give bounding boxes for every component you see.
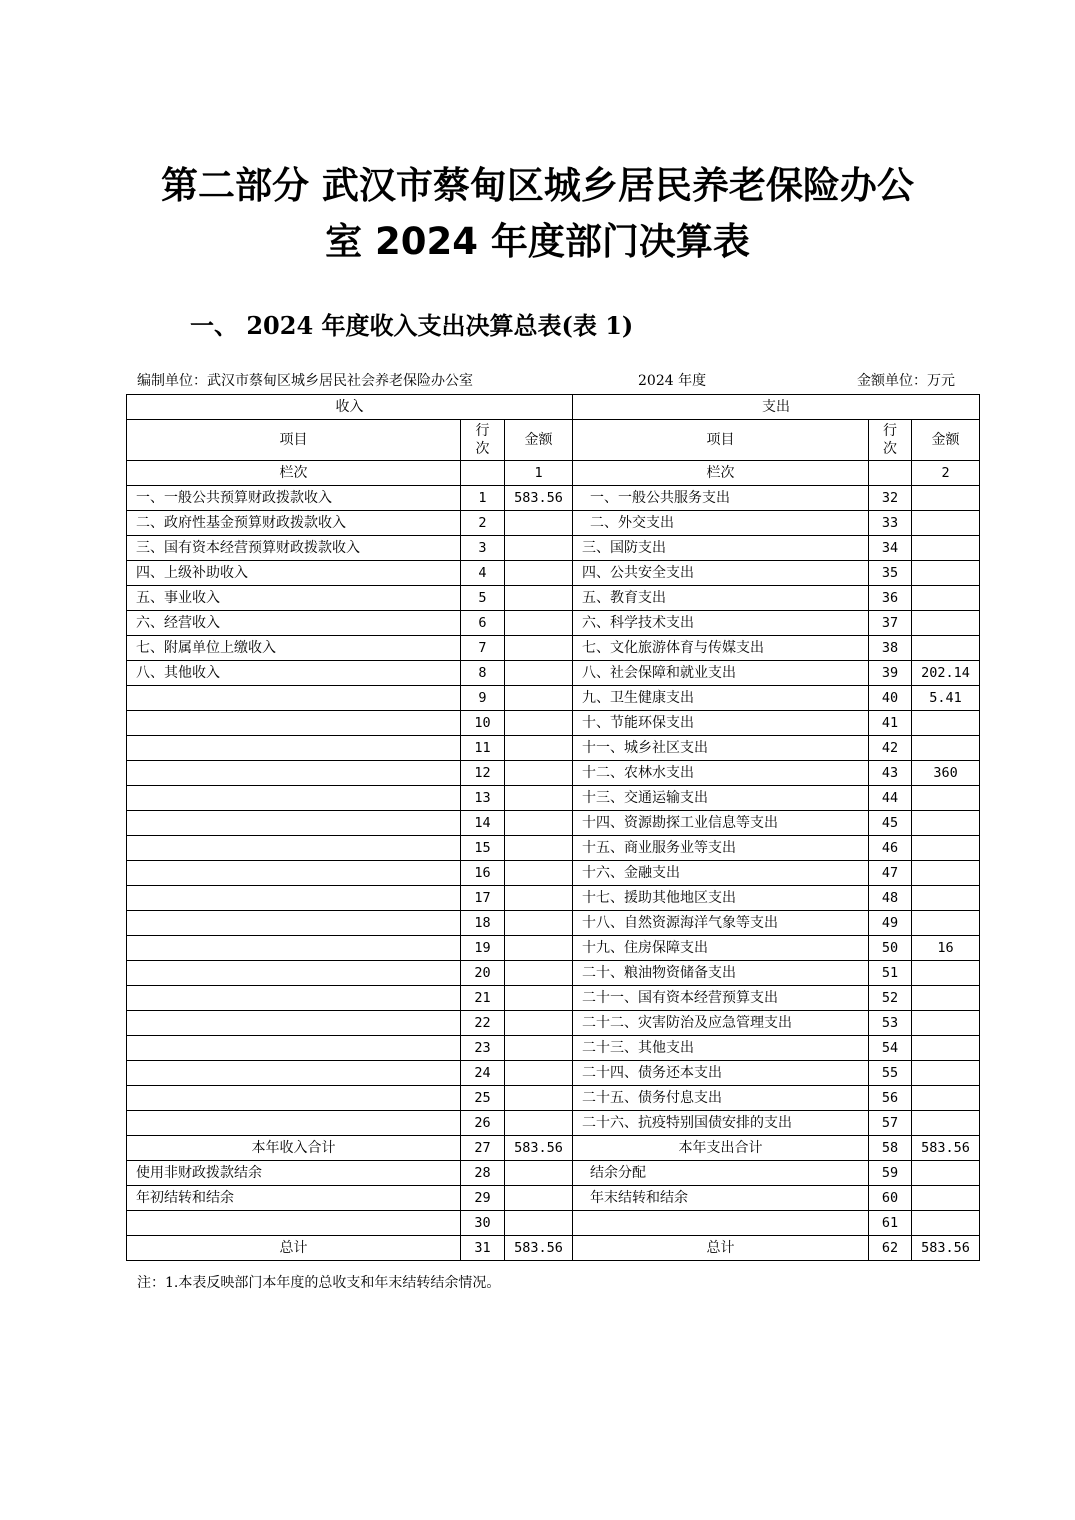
expense-row-no: 34 bbox=[869, 536, 912, 561]
income-row-no: 24 bbox=[461, 1061, 505, 1086]
expense-item: 十四、资源勘探工业信息等支出 bbox=[573, 811, 869, 836]
expense-row-no: 49 bbox=[869, 911, 912, 936]
expense-item: 二十六、抗疫特别国债安排的支出 bbox=[573, 1111, 869, 1136]
income-item bbox=[127, 1061, 461, 1086]
income-row-no: 3 bbox=[461, 536, 505, 561]
income-row-no: 28 bbox=[461, 1161, 505, 1186]
table-row bbox=[127, 711, 980, 736]
expense-row-no: 42 bbox=[869, 736, 912, 761]
income-amount bbox=[505, 686, 573, 711]
table-row bbox=[127, 786, 980, 811]
table-row bbox=[127, 1161, 980, 1186]
page-title bbox=[0, 158, 1075, 270]
income-row-no: 31 bbox=[461, 1236, 505, 1261]
expense-row-no: 43 bbox=[869, 761, 912, 786]
income-item bbox=[127, 886, 461, 911]
income-col-no: 1 bbox=[505, 461, 573, 486]
page-title-line-2: 室 2024 年度部门决算表 bbox=[325, 220, 750, 263]
expense-amount bbox=[912, 811, 980, 836]
income-row-no: 6 bbox=[461, 611, 505, 636]
expense-seq-label: 栏次 bbox=[573, 461, 869, 486]
table-row bbox=[127, 1086, 980, 1111]
income-row-no: 27 bbox=[461, 1136, 505, 1161]
income-amount bbox=[505, 961, 573, 986]
income-row-no: 4 bbox=[461, 561, 505, 586]
expense-amount bbox=[912, 886, 980, 911]
income-row-no: 23 bbox=[461, 1036, 505, 1061]
income-amount bbox=[505, 1086, 573, 1111]
income-item bbox=[127, 686, 461, 711]
income-item bbox=[127, 1211, 461, 1236]
expense-row-no: 51 bbox=[869, 961, 912, 986]
expense-amount: 583.56 bbox=[912, 1236, 980, 1261]
expense-row-no: 41 bbox=[869, 711, 912, 736]
income-item: 一、一般公共预算财政拨款收入 bbox=[127, 486, 461, 511]
table-row bbox=[127, 911, 980, 936]
table-row bbox=[127, 861, 980, 886]
table-row bbox=[127, 536, 980, 561]
expense-amount bbox=[912, 1161, 980, 1186]
table-row bbox=[127, 836, 980, 861]
table-row bbox=[127, 586, 980, 611]
expense-item: 五、教育支出 bbox=[573, 586, 869, 611]
table-seq-row bbox=[127, 461, 980, 486]
income-amount-header: 金额 bbox=[505, 420, 573, 461]
expense-row-no: 36 bbox=[869, 586, 912, 611]
table-column-header-row bbox=[127, 420, 980, 461]
expense-item: 十八、自然资源海洋气象等支出 bbox=[573, 911, 869, 936]
expense-amount bbox=[912, 736, 980, 761]
income-row-no: 17 bbox=[461, 886, 505, 911]
expense-item: 八、社会保障和就业支出 bbox=[573, 661, 869, 686]
income-item: 年初结转和结余 bbox=[127, 1186, 461, 1211]
expense-item: 九、卫生健康支出 bbox=[573, 686, 869, 711]
income-item: 七、附属单位上缴收入 bbox=[127, 636, 461, 661]
income-row-no: 2 bbox=[461, 511, 505, 536]
expense-amount bbox=[912, 611, 980, 636]
expense-amount bbox=[912, 986, 980, 1011]
income-item bbox=[127, 786, 461, 811]
income-row-no: 12 bbox=[461, 761, 505, 786]
table-row bbox=[127, 1011, 980, 1036]
income-row-no: 9 bbox=[461, 686, 505, 711]
income-item bbox=[127, 861, 461, 886]
expense-row-no: 60 bbox=[869, 1186, 912, 1211]
expense-amount bbox=[912, 836, 980, 861]
income-seq-blank bbox=[461, 461, 505, 486]
income-item: 三、国有资本经营预算财政拨款收入 bbox=[127, 536, 461, 561]
expense-row-no: 48 bbox=[869, 886, 912, 911]
expense-item: 十、节能环保支出 bbox=[573, 711, 869, 736]
expense-col-no: 2 bbox=[912, 461, 980, 486]
fiscal-year: 2024 年度 bbox=[638, 373, 707, 389]
income-row-no: 16 bbox=[461, 861, 505, 886]
expense-amount bbox=[912, 511, 980, 536]
income-item: 总计 bbox=[127, 1236, 461, 1261]
expense-amount bbox=[912, 536, 980, 561]
expense-amount bbox=[912, 561, 980, 586]
expense-item: 年末结转和结余 bbox=[573, 1186, 869, 1211]
income-item bbox=[127, 1111, 461, 1136]
income-item: 六、经营收入 bbox=[127, 611, 461, 636]
table-row bbox=[127, 886, 980, 911]
expense-item: 一、一般公共服务支出 bbox=[573, 486, 869, 511]
income-item bbox=[127, 1036, 461, 1061]
expense-item: 四、公共安全支出 bbox=[573, 561, 869, 586]
expense-amount bbox=[912, 1061, 980, 1086]
income-amount bbox=[505, 1011, 573, 1036]
income-seq-label: 栏次 bbox=[127, 461, 461, 486]
table-row bbox=[127, 1061, 980, 1086]
income-amount: 583.56 bbox=[505, 1136, 573, 1161]
table-row bbox=[127, 486, 980, 511]
income-expense-table bbox=[126, 394, 980, 1261]
expense-amount bbox=[912, 1211, 980, 1236]
income-row-no: 19 bbox=[461, 936, 505, 961]
expense-item: 二十五、债务付息支出 bbox=[573, 1086, 869, 1111]
expense-row-no: 56 bbox=[869, 1086, 912, 1111]
table-row bbox=[127, 686, 980, 711]
table-row bbox=[127, 1211, 980, 1236]
expense-item: 三、国防支出 bbox=[573, 536, 869, 561]
income-row-no: 10 bbox=[461, 711, 505, 736]
income-item bbox=[127, 961, 461, 986]
income-item-header: 项目 bbox=[127, 420, 461, 461]
expense-amount bbox=[912, 1011, 980, 1036]
income-item bbox=[127, 1011, 461, 1036]
expense-row-no: 53 bbox=[869, 1011, 912, 1036]
expense-row-no: 47 bbox=[869, 861, 912, 886]
expense-row-no: 50 bbox=[869, 936, 912, 961]
page-title-line-1: 第二部分 武汉市蔡甸区城乡居民养老保险办公 bbox=[161, 164, 914, 207]
income-row-no: 8 bbox=[461, 661, 505, 686]
expense-amount bbox=[912, 636, 980, 661]
income-item bbox=[127, 761, 461, 786]
table-row bbox=[127, 1111, 980, 1136]
expense-row-no: 45 bbox=[869, 811, 912, 836]
income-amount bbox=[505, 561, 573, 586]
expense-row-no-header: 行 次 bbox=[869, 420, 912, 461]
table-row bbox=[127, 1036, 980, 1061]
income-item: 使用非财政拨款结余 bbox=[127, 1161, 461, 1186]
table-row bbox=[127, 986, 980, 1011]
income-item: 本年收入合计 bbox=[127, 1136, 461, 1161]
income-amount bbox=[505, 711, 573, 736]
income-row-no: 15 bbox=[461, 836, 505, 861]
income-row-no: 14 bbox=[461, 811, 505, 836]
expense-item: 本年支出合计 bbox=[573, 1136, 869, 1161]
expense-item: 六、科学技术支出 bbox=[573, 611, 869, 636]
income-amount: 583.56 bbox=[505, 1236, 573, 1261]
expense-amount bbox=[912, 1086, 980, 1111]
expense-amount bbox=[912, 586, 980, 611]
expense-amount: 583.56 bbox=[912, 1136, 980, 1161]
income-row-no: 5 bbox=[461, 586, 505, 611]
table-row bbox=[127, 761, 980, 786]
income-amount bbox=[505, 661, 573, 686]
income-item bbox=[127, 711, 461, 736]
expense-row-no: 32 bbox=[869, 486, 912, 511]
expense-row-no: 35 bbox=[869, 561, 912, 586]
income-amount: 583.56 bbox=[505, 486, 573, 511]
expense-amount: 5.41 bbox=[912, 686, 980, 711]
expense-item bbox=[573, 1211, 869, 1236]
expense-item: 二十四、债务还本支出 bbox=[573, 1061, 869, 1086]
income-item bbox=[127, 986, 461, 1011]
table-row bbox=[127, 961, 980, 986]
expense-amount bbox=[912, 861, 980, 886]
table-row bbox=[127, 936, 980, 961]
income-amount bbox=[505, 786, 573, 811]
income-item: 八、其他收入 bbox=[127, 661, 461, 686]
income-row-no: 21 bbox=[461, 986, 505, 1011]
income-amount bbox=[505, 886, 573, 911]
expense-item: 十七、援助其他地区支出 bbox=[573, 886, 869, 911]
income-amount bbox=[505, 1211, 573, 1236]
expense-amount bbox=[912, 961, 980, 986]
expense-item: 十一、城乡社区支出 bbox=[573, 736, 869, 761]
expense-row-no: 52 bbox=[869, 986, 912, 1011]
compiling-unit: 编制单位：武汉市蔡甸区城乡居民社会养老保险办公室 bbox=[137, 373, 473, 389]
income-row-no-header: 行 次 bbox=[461, 420, 505, 461]
expense-seq-blank bbox=[869, 461, 912, 486]
subtotal-row bbox=[127, 1136, 980, 1161]
income-item bbox=[127, 836, 461, 861]
expense-item: 十六、金融支出 bbox=[573, 861, 869, 886]
expense-row-no: 44 bbox=[869, 786, 912, 811]
expense-item: 二十、粮油物资储备支出 bbox=[573, 961, 869, 986]
income-row-no: 1 bbox=[461, 486, 505, 511]
expense-amount-header: 金额 bbox=[912, 420, 980, 461]
table-note: 注：1.本表反映部门本年度的总收支和年末结转结余情况。 bbox=[137, 1275, 501, 1291]
income-amount bbox=[505, 911, 573, 936]
income-row-no: 29 bbox=[461, 1186, 505, 1211]
income-amount bbox=[505, 611, 573, 636]
income-item bbox=[127, 1086, 461, 1111]
expense-row-no: 37 bbox=[869, 611, 912, 636]
income-header: 收入 bbox=[127, 395, 573, 420]
income-amount bbox=[505, 586, 573, 611]
expense-row-no: 58 bbox=[869, 1136, 912, 1161]
table-row bbox=[127, 811, 980, 836]
income-amount bbox=[505, 936, 573, 961]
income-amount bbox=[505, 736, 573, 761]
table-row bbox=[127, 1186, 980, 1211]
expense-row-no: 55 bbox=[869, 1061, 912, 1086]
income-amount bbox=[505, 636, 573, 661]
income-amount bbox=[505, 1061, 573, 1086]
expense-item: 二十三、其他支出 bbox=[573, 1036, 869, 1061]
income-item bbox=[127, 811, 461, 836]
income-amount bbox=[505, 1111, 573, 1136]
table-row bbox=[127, 511, 980, 536]
section-heading: 一、 2024 年度收入支出决算总表(表 1) bbox=[190, 311, 634, 340]
income-item bbox=[127, 936, 461, 961]
income-amount bbox=[505, 1186, 573, 1211]
expense-item-header: 项目 bbox=[573, 420, 869, 461]
expense-amount: 360 bbox=[912, 761, 980, 786]
income-item bbox=[127, 736, 461, 761]
income-row-no: 11 bbox=[461, 736, 505, 761]
income-amount bbox=[505, 836, 573, 861]
income-amount bbox=[505, 986, 573, 1011]
expense-row-no: 33 bbox=[869, 511, 912, 536]
expense-amount bbox=[912, 1186, 980, 1211]
expense-row-no: 38 bbox=[869, 636, 912, 661]
expense-item: 二十二、灾害防治及应急管理支出 bbox=[573, 1011, 869, 1036]
income-row-no: 18 bbox=[461, 911, 505, 936]
expense-item: 十九、住房保障支出 bbox=[573, 936, 869, 961]
currency-unit: 金额单位：万元 bbox=[857, 373, 955, 389]
income-row-no: 7 bbox=[461, 636, 505, 661]
expense-row-no: 39 bbox=[869, 661, 912, 686]
table-group-header-row bbox=[127, 395, 980, 420]
table-row bbox=[127, 611, 980, 636]
expense-row-no: 40 bbox=[869, 686, 912, 711]
income-row-no: 13 bbox=[461, 786, 505, 811]
expense-amount bbox=[912, 1036, 980, 1061]
table-row bbox=[127, 561, 980, 586]
expense-item: 十二、农林水支出 bbox=[573, 761, 869, 786]
total-row bbox=[127, 1236, 980, 1261]
expense-row-no: 62 bbox=[869, 1236, 912, 1261]
expense-amount: 202.14 bbox=[912, 661, 980, 686]
income-item bbox=[127, 911, 461, 936]
income-row-no: 22 bbox=[461, 1011, 505, 1036]
table-row bbox=[127, 661, 980, 686]
income-amount bbox=[505, 861, 573, 886]
table-row bbox=[127, 736, 980, 761]
expense-row-no: 59 bbox=[869, 1161, 912, 1186]
income-row-no: 30 bbox=[461, 1211, 505, 1236]
expense-row-no: 46 bbox=[869, 836, 912, 861]
expense-item: 二、外交支出 bbox=[573, 511, 869, 536]
expense-item: 七、文化旅游体育与传媒支出 bbox=[573, 636, 869, 661]
expense-amount bbox=[912, 711, 980, 736]
expense-item: 总计 bbox=[573, 1236, 869, 1261]
expense-amount bbox=[912, 1111, 980, 1136]
income-row-no: 25 bbox=[461, 1086, 505, 1111]
table-row bbox=[127, 636, 980, 661]
income-row-no: 20 bbox=[461, 961, 505, 986]
expense-item: 十三、交通运输支出 bbox=[573, 786, 869, 811]
expense-header: 支出 bbox=[573, 395, 980, 420]
expense-row-no: 61 bbox=[869, 1211, 912, 1236]
income-amount bbox=[505, 761, 573, 786]
income-item: 二、政府性基金预算财政拨款收入 bbox=[127, 511, 461, 536]
expense-amount bbox=[912, 786, 980, 811]
income-amount bbox=[505, 511, 573, 536]
expense-amount bbox=[912, 911, 980, 936]
income-item: 四、上级补助收入 bbox=[127, 561, 461, 586]
expense-amount: 16 bbox=[912, 936, 980, 961]
expense-item: 十五、商业服务业等支出 bbox=[573, 836, 869, 861]
income-row-no: 26 bbox=[461, 1111, 505, 1136]
expense-item: 结余分配 bbox=[573, 1161, 869, 1186]
income-amount bbox=[505, 811, 573, 836]
income-amount bbox=[505, 536, 573, 561]
expense-row-no: 57 bbox=[869, 1111, 912, 1136]
expense-amount bbox=[912, 486, 980, 511]
expense-item: 二十一、国有资本经营预算支出 bbox=[573, 986, 869, 1011]
income-item: 五、事业收入 bbox=[127, 586, 461, 611]
income-amount bbox=[505, 1161, 573, 1186]
income-amount bbox=[505, 1036, 573, 1061]
expense-row-no: 54 bbox=[869, 1036, 912, 1061]
